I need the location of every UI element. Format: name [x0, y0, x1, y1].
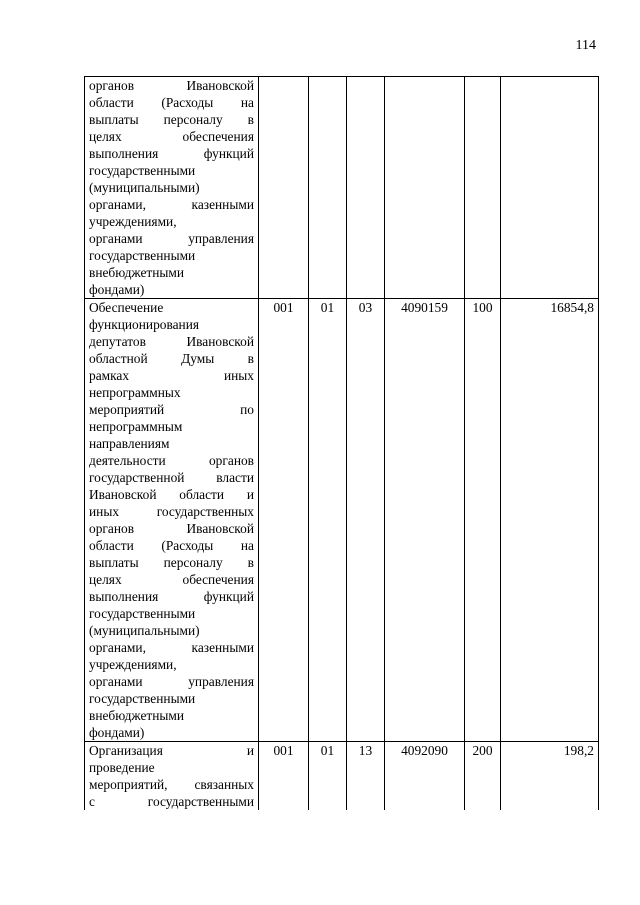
- description-line: государственными: [89, 163, 196, 178]
- description-line: области (Расходы на: [89, 538, 254, 553]
- table-row: [85, 742, 599, 811]
- description-line: непрограммных: [89, 385, 181, 400]
- row-description: [85, 299, 259, 742]
- table-row: [85, 77, 599, 299]
- amount: 198,2: [501, 742, 599, 811]
- description-line: органами, казенными: [89, 197, 254, 212]
- subsection-code: 03: [347, 299, 385, 742]
- page-number: 114: [575, 38, 596, 53]
- description-line: функционирования: [89, 317, 200, 332]
- budget-table-body: [85, 77, 599, 811]
- description-line: выполнения функций: [89, 146, 254, 161]
- description-line: (муниципальными): [89, 180, 200, 195]
- description-line: целях обеспечения: [89, 129, 254, 144]
- subsection-code: 13: [347, 742, 385, 811]
- description-line: направлениям: [89, 436, 170, 451]
- table-row: [85, 299, 599, 742]
- description-line: рамках иных: [89, 368, 254, 383]
- description-line: государственными: [89, 691, 196, 706]
- section-code: 01: [309, 742, 347, 811]
- row-description: [85, 77, 259, 299]
- target-article-code: [385, 77, 465, 299]
- target-article-code: 4092090: [385, 742, 465, 811]
- ministry-code: 001: [259, 299, 309, 742]
- description-line: депутатов Ивановской: [89, 334, 254, 349]
- expense-type-code: [465, 77, 501, 299]
- description-line: иных государственных: [89, 504, 254, 519]
- ministry-code: 001: [259, 742, 309, 811]
- description-line: области (Расходы на: [89, 95, 254, 110]
- description-line: с государственными: [89, 794, 254, 809]
- description-line: органами управления: [89, 231, 254, 246]
- description-line: (муниципальными): [89, 623, 200, 638]
- expense-type-code: 100: [465, 299, 501, 742]
- description-line: органами управления: [89, 674, 254, 689]
- description-line: Обеспечение: [89, 300, 164, 315]
- row-description: [85, 742, 259, 811]
- target-article-code: 4090159: [385, 299, 465, 742]
- description-line: деятельности органов: [89, 453, 254, 468]
- budget-table: [84, 76, 599, 810]
- description-line: целях обеспечения: [89, 572, 254, 587]
- amount: [501, 77, 599, 299]
- description-line: Организация и: [89, 743, 254, 758]
- description-line: выплаты персоналу в: [89, 555, 254, 570]
- description-line: органами, казенными: [89, 640, 254, 655]
- description-line: мероприятий, связанных: [89, 777, 254, 792]
- subsection-code: [347, 77, 385, 299]
- description-line: государственными: [89, 248, 196, 263]
- description-line: фондами): [89, 282, 145, 297]
- amount: 16854,8: [501, 299, 599, 742]
- section-code: [309, 77, 347, 299]
- description-line: Ивановской области и: [89, 487, 254, 502]
- description-line: учреждениями,: [89, 214, 177, 229]
- description-line: органов Ивановской: [89, 521, 254, 536]
- description-line: выплаты персоналу в: [89, 112, 254, 127]
- description-line: государственными: [89, 606, 196, 621]
- description-line: непрограммным: [89, 419, 183, 434]
- section-code: 01: [309, 299, 347, 742]
- description-line: областной Думы в: [89, 351, 254, 366]
- description-line: органов Ивановской: [89, 78, 254, 93]
- description-line: фондами): [89, 725, 145, 740]
- description-line: государственной власти: [89, 470, 254, 485]
- description-line: проведение: [89, 760, 155, 775]
- description-line: выполнения функций: [89, 589, 254, 604]
- ministry-code: [259, 77, 309, 299]
- description-line: мероприятий по: [89, 402, 254, 417]
- description-line: внебюджетными: [89, 708, 185, 723]
- description-line: учреждениями,: [89, 657, 177, 672]
- description-line: внебюджетными: [89, 265, 185, 280]
- expense-type-code: 200: [465, 742, 501, 811]
